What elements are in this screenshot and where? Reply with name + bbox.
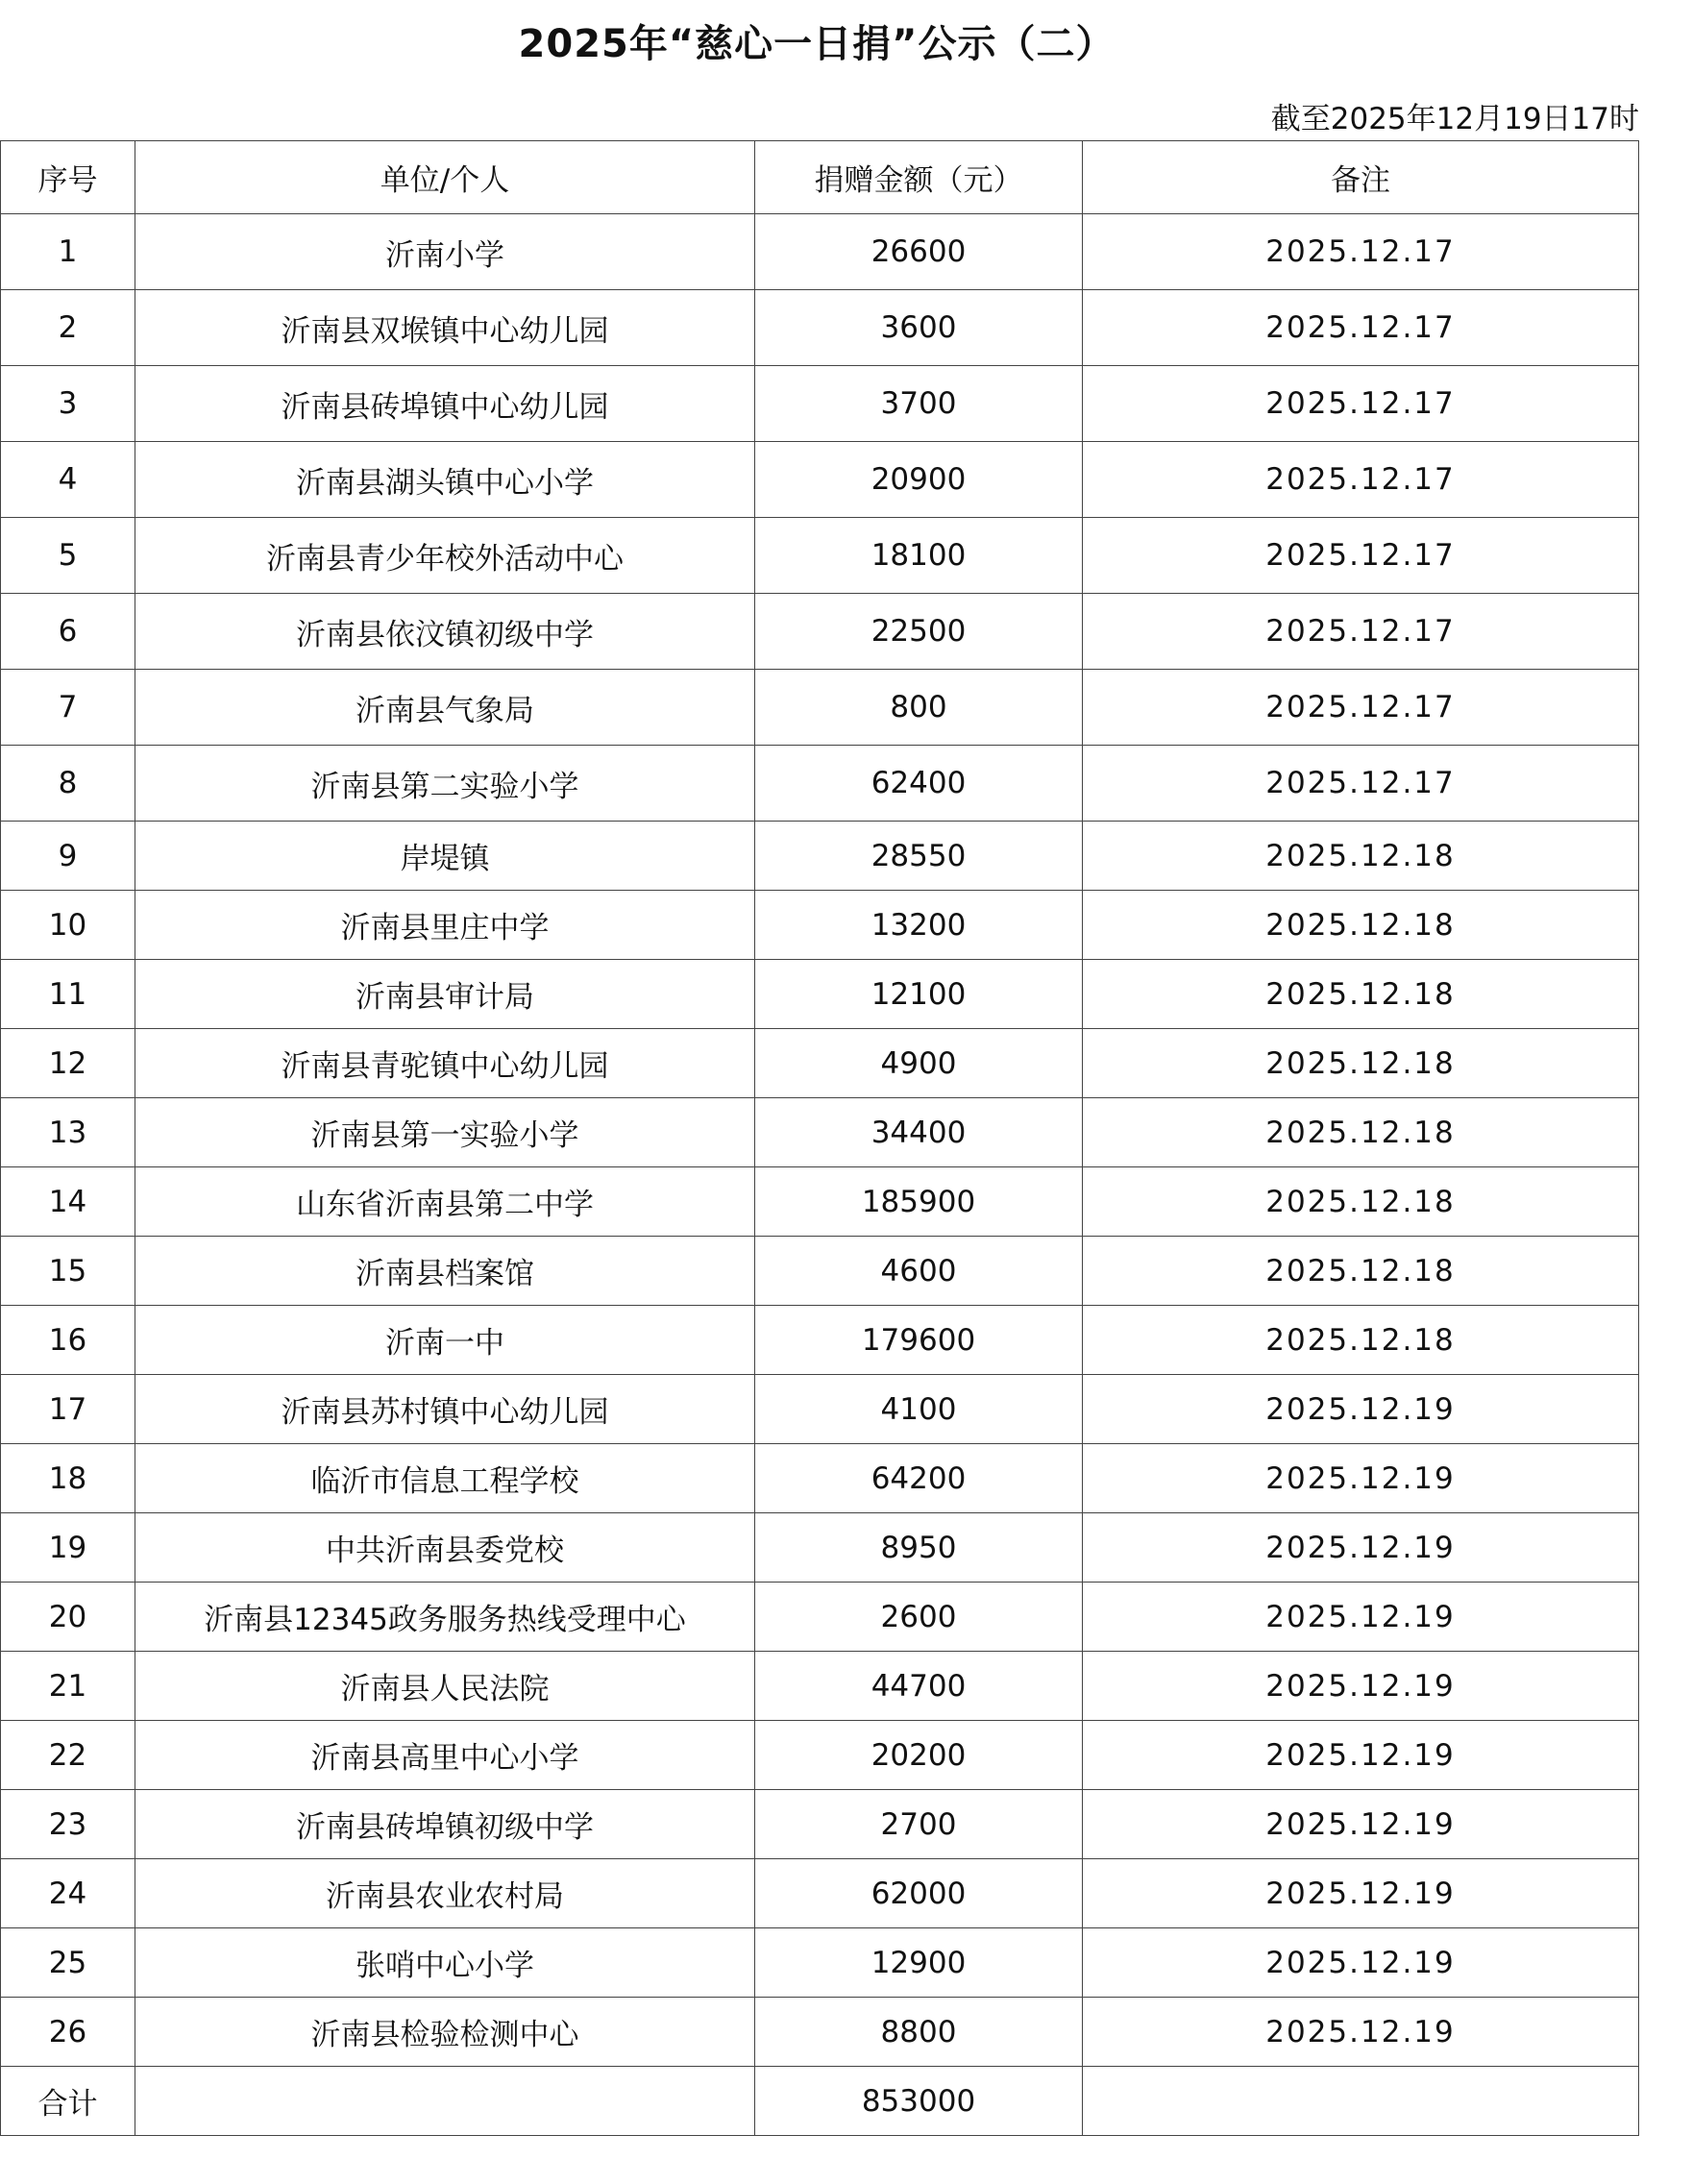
table-row xyxy=(1,1998,1639,2067)
cell-note: 2025.12.19 xyxy=(1083,1583,1639,1652)
cell-note: 2025.12.19 xyxy=(1083,1721,1639,1790)
table-row xyxy=(1,1098,1639,1167)
cell-num: 14 xyxy=(1,1167,135,1237)
cell-note: 2025.12.18 xyxy=(1083,822,1639,891)
cell-amount: 8950 xyxy=(755,1513,1083,1583)
cell-amount: 20900 xyxy=(755,442,1083,518)
cell-num: 6 xyxy=(1,594,135,670)
cell-unit: 沂南县检验检测中心 xyxy=(135,1998,755,2067)
table-row xyxy=(1,442,1639,518)
total-note-empty xyxy=(1083,2067,1639,2136)
cell-unit: 沂南县砖埠镇中心幼儿园 xyxy=(135,366,755,442)
cell-note: 2025.12.17 xyxy=(1083,442,1639,518)
cell-amount: 62000 xyxy=(755,1859,1083,1928)
total-unit-empty xyxy=(135,2067,755,2136)
table-row xyxy=(1,214,1639,290)
cell-amount: 3700 xyxy=(755,366,1083,442)
cell-num: 9 xyxy=(1,822,135,891)
cell-unit: 沂南县砖埠镇初级中学 xyxy=(135,1790,755,1859)
cell-note: 2025.12.17 xyxy=(1083,290,1639,366)
cell-unit: 中共沂南县委党校 xyxy=(135,1513,755,1583)
table-row xyxy=(1,1928,1639,1998)
cell-note: 2025.12.19 xyxy=(1083,1790,1639,1859)
cell-note: 2025.12.17 xyxy=(1083,214,1639,290)
cell-note: 2025.12.19 xyxy=(1083,1652,1639,1721)
cell-amount: 4100 xyxy=(755,1375,1083,1444)
cell-unit: 沂南县湖头镇中心小学 xyxy=(135,442,755,518)
cell-num: 17 xyxy=(1,1375,135,1444)
cell-num: 5 xyxy=(1,518,135,594)
table-row xyxy=(1,1444,1639,1513)
cell-unit: 临沂市信息工程学校 xyxy=(135,1444,755,1513)
total-row xyxy=(1,2067,1639,2136)
header-num: 序号 xyxy=(1,141,135,214)
table-row xyxy=(1,670,1639,746)
cell-amount: 62400 xyxy=(755,746,1083,822)
cell-num: 7 xyxy=(1,670,135,746)
cell-num: 13 xyxy=(1,1098,135,1167)
cell-amount: 179600 xyxy=(755,1306,1083,1375)
cell-num: 18 xyxy=(1,1444,135,1513)
cell-amount: 28550 xyxy=(755,822,1083,891)
cell-amount: 12900 xyxy=(755,1928,1083,1998)
cell-note: 2025.12.19 xyxy=(1083,1375,1639,1444)
cell-num: 25 xyxy=(1,1928,135,1998)
cell-unit: 沂南县苏村镇中心幼儿园 xyxy=(135,1375,755,1444)
cell-amount: 64200 xyxy=(755,1444,1083,1513)
table-row xyxy=(1,1790,1639,1859)
table-row xyxy=(1,594,1639,670)
cell-unit: 沂南县第二实验小学 xyxy=(135,746,755,822)
cell-note: 2025.12.19 xyxy=(1083,1444,1639,1513)
table-row xyxy=(1,1721,1639,1790)
cell-num: 3 xyxy=(1,366,135,442)
cell-note: 2025.12.18 xyxy=(1083,1167,1639,1237)
cell-unit: 沂南县第一实验小学 xyxy=(135,1098,755,1167)
cell-amount: 22500 xyxy=(755,594,1083,670)
cell-amount: 26600 xyxy=(755,214,1083,290)
table-row xyxy=(1,1029,1639,1098)
cell-num: 16 xyxy=(1,1306,135,1375)
cell-amount: 2600 xyxy=(755,1583,1083,1652)
cell-note: 2025.12.17 xyxy=(1083,594,1639,670)
cell-amount: 185900 xyxy=(755,1167,1083,1237)
cell-amount: 3600 xyxy=(755,290,1083,366)
cell-num: 8 xyxy=(1,746,135,822)
cell-note: 2025.12.17 xyxy=(1083,746,1639,822)
cell-amount: 13200 xyxy=(755,891,1083,960)
table-row xyxy=(1,1167,1639,1237)
table-row xyxy=(1,366,1639,442)
table-row xyxy=(1,1513,1639,1583)
cell-amount: 34400 xyxy=(755,1098,1083,1167)
cell-amount: 18100 xyxy=(755,518,1083,594)
cell-note: 2025.12.19 xyxy=(1083,1859,1639,1928)
cell-note: 2025.12.19 xyxy=(1083,1513,1639,1583)
table-row xyxy=(1,1306,1639,1375)
page-title: 2025年“慈心一日捐”公示（二） xyxy=(518,22,1116,66)
cell-note: 2025.12.19 xyxy=(1083,1928,1639,1998)
table-row xyxy=(1,1652,1639,1721)
cell-unit: 沂南县高里中心小学 xyxy=(135,1721,755,1790)
cell-note: 2025.12.17 xyxy=(1083,366,1639,442)
cell-unit: 沂南县人民法院 xyxy=(135,1652,755,1721)
header-unit: 单位/个人 xyxy=(135,141,755,214)
cell-num: 10 xyxy=(1,891,135,960)
cell-unit: 山东省沂南县第二中学 xyxy=(135,1167,755,1237)
cell-unit: 沂南县里庄中学 xyxy=(135,891,755,960)
table-row xyxy=(1,746,1639,822)
cell-note: 2025.12.18 xyxy=(1083,1098,1639,1167)
cell-num: 19 xyxy=(1,1513,135,1583)
cell-note: 2025.12.17 xyxy=(1083,518,1639,594)
cell-unit: 沂南一中 xyxy=(135,1306,755,1375)
cell-num: 20 xyxy=(1,1583,135,1652)
cell-num: 26 xyxy=(1,1998,135,2067)
cell-num: 11 xyxy=(1,960,135,1029)
table-row xyxy=(1,891,1639,960)
table-row xyxy=(1,1583,1639,1652)
total-amount: 853000 xyxy=(755,2067,1083,2136)
cell-amount: 800 xyxy=(755,670,1083,746)
cell-note: 2025.12.18 xyxy=(1083,891,1639,960)
cell-num: 4 xyxy=(1,442,135,518)
cell-unit: 沂南县依汶镇初级中学 xyxy=(135,594,755,670)
table-row xyxy=(1,518,1639,594)
cell-num: 12 xyxy=(1,1029,135,1098)
cell-unit: 沂南县审计局 xyxy=(135,960,755,1029)
cell-unit: 沂南县气象局 xyxy=(135,670,755,746)
cell-amount: 44700 xyxy=(755,1652,1083,1721)
donation-table xyxy=(0,140,1639,2136)
table-row xyxy=(1,960,1639,1029)
cell-amount: 4600 xyxy=(755,1237,1083,1306)
header-amount: 捐赠金额（元） xyxy=(755,141,1083,214)
cell-unit: 沂南县档案馆 xyxy=(135,1237,755,1306)
cell-amount: 2700 xyxy=(755,1790,1083,1859)
cell-note: 2025.12.18 xyxy=(1083,1029,1639,1098)
cell-num: 15 xyxy=(1,1237,135,1306)
cell-unit: 沂南县12345政务服务热线受理中心 xyxy=(135,1583,755,1652)
total-label: 合计 xyxy=(1,2067,135,2136)
cell-num: 22 xyxy=(1,1721,135,1790)
table-row xyxy=(1,1375,1639,1444)
cell-note: 2025.12.18 xyxy=(1083,1237,1639,1306)
cell-unit: 沂南县青驼镇中心幼儿园 xyxy=(135,1029,755,1098)
cell-unit: 沂南县双堠镇中心幼儿园 xyxy=(135,290,755,366)
deadline-text: 截至2025年12月19日17时 xyxy=(1270,102,1639,136)
cell-num: 21 xyxy=(1,1652,135,1721)
cell-note: 2025.12.19 xyxy=(1083,1998,1639,2067)
table-row xyxy=(1,1237,1639,1306)
cell-note: 2025.12.18 xyxy=(1083,1306,1639,1375)
cell-unit: 岸堤镇 xyxy=(135,822,755,891)
table-row xyxy=(1,822,1639,891)
table-header-row xyxy=(1,141,1639,214)
cell-num: 1 xyxy=(1,214,135,290)
header-note: 备注 xyxy=(1083,141,1639,214)
cell-num: 2 xyxy=(1,290,135,366)
cell-num: 23 xyxy=(1,1790,135,1859)
cell-num: 24 xyxy=(1,1859,135,1928)
cell-amount: 4900 xyxy=(755,1029,1083,1098)
cell-unit: 沂南小学 xyxy=(135,214,755,290)
cell-amount: 12100 xyxy=(755,960,1083,1029)
cell-note: 2025.12.17 xyxy=(1083,670,1639,746)
table-row xyxy=(1,290,1639,366)
cell-amount: 8800 xyxy=(755,1998,1083,2067)
table-row xyxy=(1,1859,1639,1928)
cell-unit: 沂南县青少年校外活动中心 xyxy=(135,518,755,594)
cell-note: 2025.12.18 xyxy=(1083,960,1639,1029)
cell-unit: 沂南县农业农村局 xyxy=(135,1859,755,1928)
cell-amount: 20200 xyxy=(755,1721,1083,1790)
cell-unit: 张哨中心小学 xyxy=(135,1928,755,1998)
